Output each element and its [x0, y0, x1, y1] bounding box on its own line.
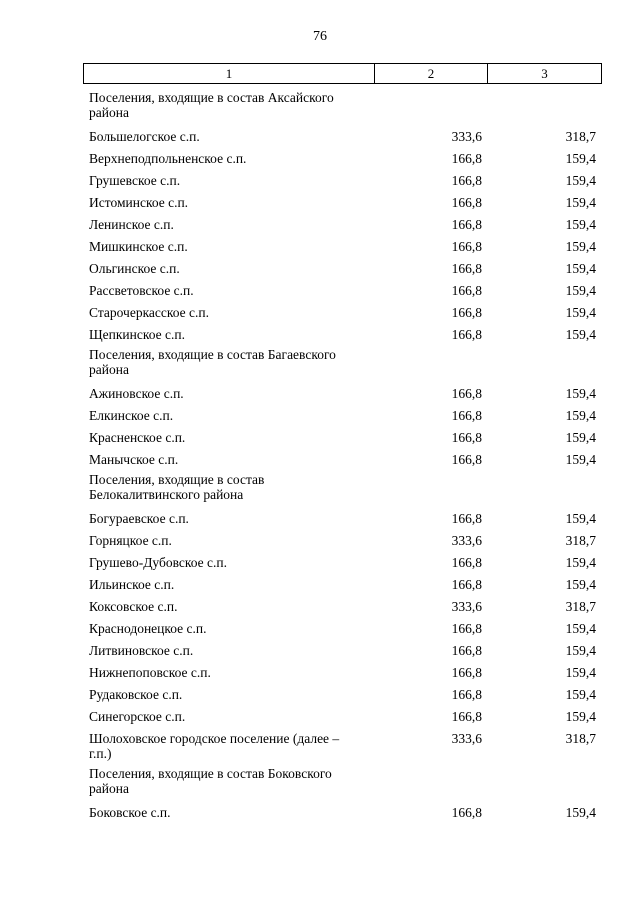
value-col-2: 166,8	[451, 709, 482, 724]
settlement-name: Ильинское с.п.	[89, 577, 175, 592]
value-col-3: 159,4	[565, 452, 596, 467]
table-row	[0, 323, 640, 345]
value-col-3: 159,4	[565, 386, 596, 401]
table-row	[0, 507, 640, 529]
table-row	[0, 595, 640, 617]
table-row	[0, 639, 640, 661]
table-header-col-2: 2	[375, 64, 488, 83]
table-header-col-1: 1	[84, 64, 375, 83]
value-col-2: 166,8	[451, 261, 482, 276]
value-col-2: 166,8	[451, 195, 482, 210]
value-col-3: 318,7	[565, 533, 596, 548]
value-col-3: 159,4	[565, 577, 596, 592]
settlement-name: Истоминское с.п.	[89, 195, 189, 210]
value-col-2: 166,8	[451, 555, 482, 570]
settlement-name: Синегорское с.п.	[89, 709, 186, 724]
settlement-name: Краснодонецкое с.п.	[89, 621, 207, 636]
table-row	[0, 125, 640, 147]
table-row	[0, 661, 640, 683]
settlement-name: Ленинское с.п.	[89, 217, 174, 232]
value-col-2: 166,8	[451, 408, 482, 423]
value-col-3: 159,4	[565, 511, 596, 526]
settlement-name: Манычское с.п.	[89, 452, 179, 467]
value-col-3: 159,4	[565, 430, 596, 445]
table-row	[0, 727, 640, 764]
value-col-2: 166,8	[451, 687, 482, 702]
settlement-name: Большелогское с.п.	[89, 129, 200, 144]
value-col-2: 333,6	[451, 533, 482, 548]
value-col-3: 159,4	[565, 239, 596, 254]
value-col-3: 159,4	[565, 621, 596, 636]
value-col-3: 159,4	[565, 555, 596, 570]
value-col-2: 166,8	[451, 805, 482, 820]
value-col-3: 159,4	[565, 687, 596, 702]
value-col-2: 166,8	[451, 327, 482, 342]
value-col-2: 166,8	[451, 173, 482, 188]
value-col-3: 159,4	[565, 173, 596, 188]
settlement-name: Шолоховское городское поселение (далее – г.п.)	[89, 731, 340, 761]
value-col-3: 159,4	[565, 261, 596, 276]
table-row	[0, 169, 640, 191]
table-row	[0, 448, 640, 470]
settlement-name: Грушевское с.п.	[89, 173, 181, 188]
group-heading-row	[0, 764, 640, 801]
value-col-2: 333,6	[451, 599, 482, 614]
value-col-3: 318,7	[565, 129, 596, 144]
table-row	[0, 529, 640, 551]
value-col-2: 166,8	[451, 643, 482, 658]
settlement-name: Красненское с.п.	[89, 430, 186, 445]
value-col-2: 166,8	[451, 239, 482, 254]
settlement-name: Грушево-Дубовское с.п.	[89, 555, 227, 570]
table-header-row	[83, 63, 602, 84]
value-col-3: 159,4	[565, 195, 596, 210]
group-heading: Поселения, входящие в состав Боковского района	[89, 766, 332, 796]
value-col-3: 159,4	[565, 151, 596, 166]
settlement-name: Горняцкое с.п.	[89, 533, 172, 548]
value-col-2: 166,8	[451, 577, 482, 592]
settlement-name: Ольгинское с.п.	[89, 261, 180, 276]
settlement-name: Ажиновское с.п.	[89, 386, 184, 401]
value-col-3: 318,7	[565, 731, 596, 746]
table-body	[0, 88, 640, 823]
table-header-col-3: 3	[541, 65, 548, 81]
settlement-name: Щепкинское с.п.	[89, 327, 185, 342]
settlement-name: Богураевское с.п.	[89, 511, 189, 526]
table-row	[0, 617, 640, 639]
table-row	[0, 279, 640, 301]
table-row	[0, 213, 640, 235]
value-col-3: 159,4	[565, 665, 596, 680]
value-col-2: 166,8	[451, 151, 482, 166]
group-heading: Поселения, входящие в состав Аксайского района	[89, 90, 334, 120]
value-col-3: 318,7	[565, 599, 596, 614]
value-col-3: 159,4	[565, 643, 596, 658]
group-heading: Поселения, входящие в состав Белокалитвинского района	[89, 472, 265, 502]
value-col-2: 166,8	[451, 621, 482, 636]
settlement-name: Нижнепоповское с.п.	[89, 665, 211, 680]
table-row	[0, 551, 640, 573]
value-col-2: 166,8	[451, 305, 482, 320]
value-col-2: 166,8	[451, 217, 482, 232]
value-col-3: 159,4	[565, 805, 596, 820]
value-col-3: 159,4	[565, 327, 596, 342]
table-row	[0, 426, 640, 448]
value-col-3: 159,4	[565, 408, 596, 423]
settlement-name: Мишкинское с.п.	[89, 239, 188, 254]
group-heading-row	[0, 345, 640, 382]
table-row	[0, 801, 640, 823]
value-col-2: 166,8	[451, 430, 482, 445]
value-col-2: 166,8	[451, 511, 482, 526]
table-row	[0, 301, 640, 323]
page-number: 76	[313, 29, 327, 44]
table-row	[0, 404, 640, 426]
table-row	[0, 382, 640, 404]
group-heading-row	[0, 88, 640, 125]
value-col-2: 166,8	[451, 283, 482, 298]
settlement-name: Рудаковское с.п.	[89, 687, 183, 702]
settlement-name: Коксовское с.п.	[89, 599, 178, 614]
table-row	[0, 147, 640, 169]
value-col-3: 159,4	[565, 217, 596, 232]
group-heading-row	[0, 470, 640, 507]
table-row	[0, 683, 640, 705]
settlement-name: Рассветовское с.п.	[89, 283, 194, 298]
settlement-name: Верхнеподпольненское с.п.	[89, 151, 247, 166]
table-row	[0, 235, 640, 257]
value-col-3: 159,4	[565, 305, 596, 320]
value-col-2: 333,6	[451, 129, 482, 144]
value-col-2: 166,8	[451, 665, 482, 680]
table-row	[0, 257, 640, 279]
table-row	[0, 705, 640, 727]
table-row	[0, 573, 640, 595]
value-col-2: 333,6	[451, 731, 482, 746]
value-col-3: 159,4	[565, 283, 596, 298]
group-heading: Поселения, входящие в состав Багаевского района	[89, 347, 336, 377]
value-col-2: 166,8	[451, 452, 482, 467]
table-row	[0, 191, 640, 213]
value-col-3: 159,4	[565, 709, 596, 724]
settlement-name: Елкинское с.п.	[89, 408, 174, 423]
value-col-2: 166,8	[451, 386, 482, 401]
settlement-name: Литвиновское с.п.	[89, 643, 194, 658]
settlement-name: Боковское с.п.	[89, 805, 171, 820]
settlement-name: Старочеркасское с.п.	[89, 305, 210, 320]
